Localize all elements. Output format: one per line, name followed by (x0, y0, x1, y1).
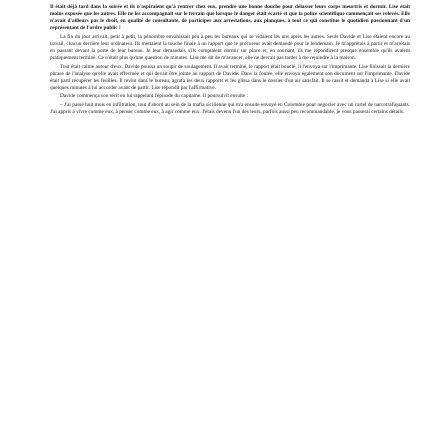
paragraph-3: Tout était calme autour d'eux. Davide poussa un soupir de soulagement. Il avait terminé, le rapport était bouclé, il l'envoya sur l'imprimante. Lise finissait la dernière phrase de l'analyse qu'elle avait effectuée et qui devait être jointe au rapport de Davide. Dans la foulée, elle envoya également son document sur l'imprimante. Davide était parti récupérer les feuilles. Il revint dans le bureau, agrafa les deux rapports et les glissa dans le dossier d'un air satisfait. Il se rassit et demanda à Lise si elle avait quelques minutes à lui accorder avant de partir. Lise répondit par l'affirmative. (50, 63, 410, 91)
paragraph-1: Il était déjà tard dans la soirée et ils n'aspiraient qu'à rentrer chez eux, prendre une bonne douche pour délasser leurs corps meurtris et dormir. Lise était moins exposée que les autres. Elle ne les accompagnait sur le terrain que lorsque le danger était écarté et que la police scientifique commençait ses relevés. Elle n'avait d'ailleurs pas le droit, en qualité de consultante, de participer aux arrestations, aux planques, à tout ce qui constitue le quotidien passionnant d'un représentant de l'ordre public ! (50, 4, 410, 32)
paragraph-5: – J'ai passé huit mois en infiltration, tout d'abord au sein de la mafia sicilienne qui m'a ensuite envoyé en Colombie pour négocier avec un cartel de narcotrafiquants. J'ai appris à vivre comme eux, à penser comme eux, à agir comme eux. J'étais devenu l'un des leurs, parfois aussi peu recommandable, je vous passerai certains détails. (50, 101, 410, 115)
paragraph-4: Davide commença son récit en lui rappelant l'épisode du capitaine. Il poursuivit ensuite : (60, 93, 249, 100)
paragraph-2: La fin du jour arrivait, petit à petit, la pénombre envahissait peu à peu les bureaux qui se vidaient les uns après les autres. Seuls Davide et Lise étaient encore au travail, chacun derrière leur ordinateur. Ils mettaient la touche finale à un rapport que le procureur avait demandé pour le lendemain. Je m'apprêtais à partir et m'arrêtais en passant devant la porte de leur bureau. Je leur demandais s'ils comptaient dormir sur place et, en souriant, ils me répondirent presque ensemble qu'ils avaient pratiquement terminé. Ce n'était plus qu'une question de minutes. Lise me dit de m'avancer, elle ne devrait pas tarder à me rejoindre à la maison. (50, 33, 410, 62)
text-column (50, 4, 410, 117)
